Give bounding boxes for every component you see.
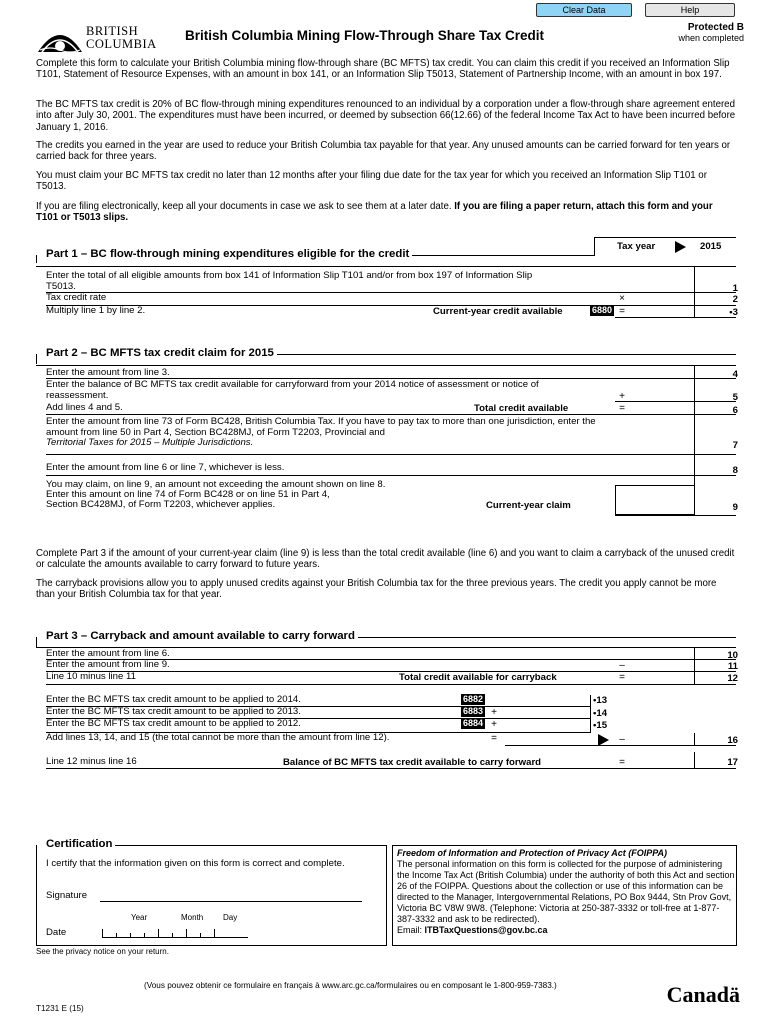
help-button[interactable]: Help	[645, 3, 735, 17]
rule	[46, 671, 736, 672]
month-label: Month	[181, 913, 204, 922]
privacy-title: Freedom of Information and Protection of Privacy Act (FOIPPA)	[397, 848, 668, 858]
intro-p1: Complete this form to calculate your British Columbia mining flow-through share (BC MFTS) tax credit. You can claim this credit if you received an Information Slip T101, Statement of Resource Expenses, with an amount in box 141, or an Information Slip T5013, Statement of Partnership Income, with an amount in box 197.	[36, 58, 730, 81]
part1-corner	[36, 255, 37, 263]
intro-p3: The credits you earned in the year are used to reduce your British Columbia tax payable for that year. Any unused amounts can be carried forward for ten years or carried back for three years.	[36, 140, 731, 163]
protected-note: when completed	[678, 33, 744, 43]
tax-year-value: 2015	[700, 241, 722, 252]
n1: 1	[732, 283, 738, 294]
code-6882: 6882	[463, 694, 484, 704]
n2: 2	[732, 294, 738, 305]
line3-label: Current-year credit available	[433, 306, 563, 317]
part2-line8: Enter the amount from line 6 or line 7, whichever is less.	[46, 462, 285, 473]
cert-heading: Certification	[36, 838, 115, 850]
n17: 17	[727, 757, 738, 768]
taxyear-left	[594, 237, 595, 256]
n7: 7	[732, 440, 738, 451]
privacy-email[interactable]: ITBTaxQuestions@gov.bc.ca	[424, 925, 548, 935]
part2-line6: Add lines 4 and 5.	[46, 402, 123, 413]
equals-sign: =	[491, 733, 497, 744]
middle-p2: The carryback provisions allow you to apply unused credits against your British Columbia tax for the three previous years. The credit you apply cannot be more than your British Columbia tax for that year.	[36, 578, 717, 601]
rule	[46, 684, 736, 685]
rule	[46, 475, 736, 476]
n6: 6	[732, 405, 738, 416]
line6-label: Total credit available	[474, 403, 569, 414]
intro-p2: The BC MFTS tax credit is 20% of BC flow-through mining expenditures renounced to an individual by a corporation under a flow-through share agreement entered into after July 30, 2001. The expenditures must have been incurred, or deemed by subsection 66(12.66) of the federal Income Tax Act to have been incurred before January 1, 2016.	[36, 99, 736, 133]
plus-sign: +	[619, 391, 625, 402]
privacy-top	[392, 845, 736, 846]
rule	[46, 454, 736, 455]
part3-line17: Line 12 minus line 16	[46, 756, 137, 767]
part2-line9b: Enter this amount on line 74 of Form BC428 or on line 51 in Part 4,	[46, 489, 330, 500]
line17-label: Balance of BC MFTS tax credit available to carry forward	[283, 757, 542, 768]
plus-sign: +	[491, 719, 497, 730]
clear-data-button[interactable]: Clear Data	[536, 3, 632, 17]
cert-statement: I certify that the information given on this form is correct and complete.	[46, 858, 345, 869]
privacy-note: See the privacy notice on your return.	[36, 947, 169, 956]
line9-label: Current-year claim	[486, 500, 571, 511]
year-label: Year	[131, 913, 148, 922]
part1-heading: Part 1 – BC flow-through mining expenditures eligible for the credit	[36, 248, 412, 260]
n4: 4	[732, 369, 738, 380]
intro-p5b: If you are filing a paper return, attach this form and your T101 or T5013 slips.	[36, 201, 713, 224]
n11: 11	[727, 661, 738, 672]
part2-line7a: Enter the amount from line 73 of Form BC428, British Columbia Tax. If you have to pay tax to more than one jurisdiction, enter the amount from line 50 in Part 4, Section BC428MJ, of Form T2203, Provincial and	[46, 416, 596, 438]
code-6880: 6880	[592, 305, 613, 315]
middle-p1: Complete Part 3 if the amount of your current-year claim (line 9) is less than the total credit available (line 6) and you want to claim a carryback of the unused credit or calculate the amounts available to carry forward to future years.	[36, 548, 735, 571]
part3-line14: Enter the BC MFTS tax credit amount to be applied to 2013.	[46, 706, 301, 717]
protected-label: Protected B	[687, 22, 744, 33]
equals-sign: =	[619, 306, 625, 317]
part1-line3: Multiply line 1 by line 2.	[46, 305, 146, 316]
part3-line11: Enter the amount from line 9.	[46, 659, 170, 670]
bc-logo	[36, 22, 158, 56]
intro-p5a: If you are filing electronically, keep all your documents in case we ask to see them at a later date.	[36, 201, 452, 212]
n16: 16	[727, 735, 738, 746]
cert-bottom	[36, 945, 387, 946]
form-title: British Columbia Mining Flow-Through Share Tax Credit	[185, 28, 545, 43]
privacy-notice	[397, 848, 737, 936]
line12-label: Total credit available for carryback	[399, 672, 557, 683]
minus-sign: –	[619, 734, 625, 745]
part3-line13: Enter the BC MFTS tax credit amount to be applied to 2014.	[46, 694, 301, 705]
date-label: Date	[46, 927, 67, 938]
part2-line7b: Territorial Taxes for 2015 – Multiple Jurisdictions.	[46, 437, 254, 448]
intro-p5	[36, 201, 736, 224]
canada-wordmark: Canadä	[666, 982, 740, 1007]
email-label: Email:	[397, 925, 423, 935]
n3: •3	[729, 307, 738, 318]
cert-right	[386, 845, 387, 945]
equals-sign: =	[619, 403, 625, 414]
part3-line15: Enter the BC MFTS tax credit amount to be applied to 2012.	[46, 718, 301, 729]
n10: 10	[727, 650, 738, 661]
n12: 12	[727, 673, 738, 684]
part3-col3	[694, 733, 695, 745]
part3-col2	[590, 695, 591, 733]
rule	[505, 745, 736, 746]
n14: •14	[593, 708, 608, 719]
part2-corner	[36, 354, 37, 364]
part2-line9a: You may claim, on line 9, an amount not exceeding the amount shown on line 8.	[46, 479, 386, 490]
times-sign: ×	[619, 293, 625, 304]
logo-line1: BRITISH	[86, 24, 139, 38]
privacy-email-row	[397, 925, 737, 936]
part3-line16: Add lines 13, 14, and 15 (the total cannot be more than the amount from line 12).	[46, 732, 390, 743]
part1-line1: Enter the total of all eligible amounts from box 141 of Information Slip T101 and/or from box 197 of Information Slip T5013.	[46, 270, 533, 292]
n8: 8	[732, 465, 738, 476]
privacy-left	[392, 845, 393, 945]
part2-line4: Enter the amount from line 3.	[46, 367, 170, 378]
rule	[615, 401, 736, 402]
equals-sign: =	[619, 757, 625, 768]
part2-line9c: Section BC428MJ, of Form T2203, whichever applies.	[46, 499, 276, 510]
code-6883: 6883	[463, 706, 484, 716]
part3-heading: Part 3 – Carryback and amount available to carry forward	[36, 630, 358, 642]
rule	[46, 414, 736, 415]
part2-heading: Part 2 – BC MFTS tax credit claim for 2015	[36, 347, 277, 359]
taxyear-top	[594, 237, 736, 238]
privacy-bottom	[392, 945, 737, 946]
date-input[interactable]	[102, 929, 248, 938]
part1-line2: Tax credit rate	[46, 292, 107, 303]
rule	[615, 515, 736, 516]
privacy-body: The personal information on this form is collected for the purpose of administering the Income Tax Act (British Columbia) under the authority of both this Act and section 26 of the FOIPPA. Questions about the collection or use of this information can be directed to the Manager, Intergovernmental Relations, PO Box 9444, Stn Prov Govt, Victoria BC V8W 9W8. (Telephone: Victoria at 250-387-3332 or toll-free at 1-877-387-3332 and ask to be redirected).	[397, 859, 735, 924]
rule	[615, 317, 736, 318]
part2-line5: Enter the balance of BC MFTS tax credit available for carryforward from your 2014 notice of assessment or notice of reassessment.	[46, 379, 539, 401]
logo-line2: COLUMBIA	[86, 37, 157, 51]
line9-input[interactable]	[615, 485, 695, 515]
plus-sign: +	[491, 707, 497, 718]
french-note: (Vous pouvez obtenir ce formulaire en français à www.arc.gc.ca/formulaires ou en composant le 1-800-959-7383.)	[144, 981, 557, 990]
part3-line12: Line 10 minus line 11	[46, 671, 136, 682]
part3-col4	[694, 752, 695, 768]
minus-sign: –	[619, 660, 625, 671]
day-label: Day	[223, 913, 238, 922]
n5: 5	[732, 392, 738, 403]
n13: •13	[593, 695, 608, 706]
n15: •15	[593, 720, 608, 731]
intro-p4: You must claim your BC MFTS tax credit no later than 12 months after your filing due date for the tax year for which you received an Information Slip T101 or T5013.	[36, 170, 707, 193]
form-id: T1231 E (15)	[36, 1004, 84, 1013]
arrow-icon	[675, 241, 686, 253]
part3-col	[694, 647, 695, 684]
part3-corner	[36, 637, 37, 647]
code-6884: 6884	[463, 718, 484, 728]
signature-label: Signature	[46, 890, 88, 901]
signature-input[interactable]	[100, 901, 362, 902]
line1-input[interactable]	[615, 267, 694, 317]
tax-year-label: Tax year	[617, 241, 656, 252]
part2-top	[36, 365, 736, 366]
n9: 9	[732, 502, 738, 513]
equals-sign: =	[619, 672, 625, 683]
cert-left	[36, 845, 37, 945]
part3-line10: Enter the amount from line 6.	[46, 648, 170, 659]
rule	[46, 768, 736, 769]
